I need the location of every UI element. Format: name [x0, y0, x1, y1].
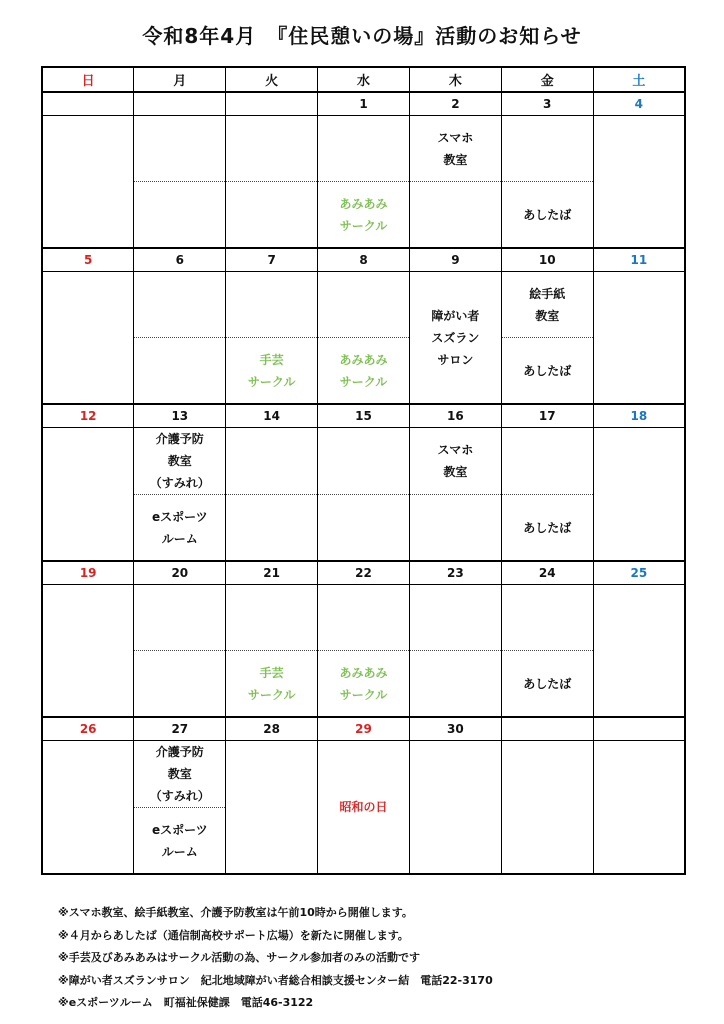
activity-row-top [42, 428, 685, 495]
date-cell: 18 [593, 404, 685, 428]
activity-cell [409, 428, 501, 495]
activity-cell [226, 495, 318, 562]
date-row [42, 92, 685, 116]
activity-cell [501, 272, 593, 338]
activity-cell [501, 808, 593, 875]
activity-cell [593, 651, 685, 718]
activity-label: あしたば [523, 520, 572, 535]
activity-cell [318, 651, 410, 718]
activity-cell [42, 182, 134, 249]
activity-cell [409, 116, 501, 182]
activity-cell [409, 495, 501, 562]
activity-cell [593, 272, 685, 338]
activity-cell [226, 585, 318, 651]
activity-cell [593, 116, 685, 182]
activity-label: eスポーツ ルーム [151, 822, 208, 859]
activity-cell [134, 808, 226, 875]
activity-cell [501, 116, 593, 182]
activity-label: eスポーツ ルーム [151, 509, 208, 546]
activity-row-top [42, 741, 685, 808]
activity-cell [42, 338, 134, 405]
activity-label: 絵手紙 教室 [529, 286, 566, 323]
weekday-sun: 日 [42, 67, 134, 92]
activity-row-bottom [42, 495, 685, 562]
date-cell: 29 [318, 717, 410, 741]
activity-label: スマホ 教室 [437, 443, 474, 479]
weekday-mon: 月 [134, 67, 226, 92]
activity-cell [409, 741, 501, 808]
activity-cell [318, 428, 410, 495]
activity-cell [409, 182, 501, 249]
activity-row-bottom [42, 651, 685, 718]
weekday-wed: 水 [318, 67, 410, 92]
date-cell: 5 [42, 248, 134, 272]
activity-cell [226, 651, 318, 718]
date-cell [501, 717, 593, 741]
activity-row-bottom [42, 338, 685, 405]
activity-cell [226, 182, 318, 249]
activity-label: あしたば [523, 676, 572, 691]
activity-cell [501, 182, 593, 249]
date-cell: 23 [409, 561, 501, 585]
note-line: ※４月からあしたば（通信制高校サポート広場）を新たに開催します。 [58, 928, 409, 942]
activity-cell [134, 182, 226, 249]
date-cell: 12 [42, 404, 134, 428]
activity-label: あみあみ サークル [339, 196, 388, 233]
page-title: 令和8年4月 『住民憩いの場』活動のお知らせ [142, 24, 582, 48]
weekday-fri: 金 [501, 67, 593, 92]
activity-cell [501, 741, 593, 808]
activity-cell [134, 428, 226, 495]
date-row [42, 561, 685, 585]
date-cell: 13 [134, 404, 226, 428]
activity-cell [42, 741, 134, 808]
activity-cell [318, 272, 410, 338]
activity-label: あしたば [523, 363, 572, 378]
activity-label: あみあみ サークル [339, 352, 388, 389]
note-line: ※eスポーツルーム 町福祉保健課 電話46-3122 [58, 996, 314, 1009]
activity-cell [42, 428, 134, 495]
date-cell: 10 [501, 248, 593, 272]
activity-cell [226, 741, 318, 808]
holiday-label: 昭和の日 [339, 800, 388, 814]
activity-label: 介護予防 教室 （すみれ） [149, 745, 210, 803]
activity-cell [134, 585, 226, 651]
date-row [42, 717, 685, 741]
activity-cell [318, 116, 410, 182]
date-cell: 7 [226, 248, 318, 272]
activity-cell [42, 651, 134, 718]
date-cell: 3 [501, 92, 593, 116]
activity-label: 手芸 サークル [247, 352, 296, 389]
activity-cell [318, 338, 410, 405]
date-cell [42, 92, 134, 116]
holiday-cell [318, 741, 410, 875]
date-cell: 19 [42, 561, 134, 585]
activity-cell [134, 495, 226, 562]
activity-cell [226, 116, 318, 182]
date-cell: 8 [318, 248, 410, 272]
date-cell: 14 [226, 404, 318, 428]
activity-cell [501, 651, 593, 718]
activity-cell [226, 272, 318, 338]
activity-cell [593, 338, 685, 405]
activity-label: あしたば [523, 207, 572, 222]
date-cell: 9 [409, 248, 501, 272]
weekday-thu: 木 [409, 67, 501, 92]
activity-cell [501, 338, 593, 405]
note-line: ※スマホ教室、絵手紙教室、介護予防教室は午前10時から開催します。 [58, 906, 413, 919]
date-row [42, 248, 685, 272]
activity-label: あみあみ サークル [339, 665, 388, 702]
note-line: ※障がい者スズランサロン 紀北地域障がい者総合相談支援センター結 電話22-3170 [58, 973, 493, 987]
date-cell: 15 [318, 404, 410, 428]
activity-cell [42, 808, 134, 875]
activity-cell [409, 651, 501, 718]
activity-cell [593, 428, 685, 495]
activity-cell [593, 182, 685, 249]
date-cell: 24 [501, 561, 593, 585]
activity-cell [409, 585, 501, 651]
activity-cell [134, 272, 226, 338]
date-cell: 30 [409, 717, 501, 741]
date-cell: 25 [593, 561, 685, 585]
activity-label: スマホ 教室 [437, 130, 474, 167]
activity-cell [501, 495, 593, 562]
activity-row-top [42, 272, 685, 338]
activity-cell [134, 741, 226, 808]
date-cell: 16 [409, 404, 501, 428]
activity-cell [409, 272, 501, 405]
activity-label: 障がい者 スズラン サロン [431, 308, 480, 367]
activity-label: 手芸 サークル [247, 665, 296, 702]
date-cell: 22 [318, 561, 410, 585]
calendar-table [41, 66, 686, 875]
activity-row-top [42, 585, 685, 651]
date-cell: 27 [134, 717, 226, 741]
weekday-sat: 土 [593, 67, 685, 92]
date-cell: 28 [226, 717, 318, 741]
activity-cell [134, 338, 226, 405]
activity-cell [318, 495, 410, 562]
activity-cell [42, 585, 134, 651]
activity-cell [134, 651, 226, 718]
date-cell: 6 [134, 248, 226, 272]
activity-cell [318, 182, 410, 249]
note-line: ※手芸及びあみあみはサークル活動の為、サークル参加者のみの活動です [58, 951, 421, 964]
activity-cell [501, 585, 593, 651]
date-cell: 21 [226, 561, 318, 585]
activity-cell [42, 116, 134, 182]
activity-cell [42, 495, 134, 562]
date-row [42, 404, 685, 428]
date-cell: 26 [42, 717, 134, 741]
activity-cell [501, 428, 593, 495]
date-cell: 11 [593, 248, 685, 272]
date-cell: 2 [409, 92, 501, 116]
activity-cell [593, 585, 685, 651]
date-cell [226, 92, 318, 116]
date-cell [593, 717, 685, 741]
activity-cell [226, 428, 318, 495]
date-cell: 20 [134, 561, 226, 585]
activity-cell [593, 808, 685, 875]
activity-cell [226, 808, 318, 875]
activity-row-top [42, 116, 685, 182]
notes-section [58, 902, 698, 1015]
activity-cell [409, 808, 501, 875]
activity-cell [226, 338, 318, 405]
weekday-header-row [42, 67, 685, 92]
activity-cell [593, 495, 685, 562]
activity-cell [318, 585, 410, 651]
date-cell: 4 [593, 92, 685, 116]
date-cell: 17 [501, 404, 593, 428]
weekday-tue: 火 [226, 67, 318, 92]
date-cell: 1 [318, 92, 410, 116]
activity-cell [134, 116, 226, 182]
activity-row-bottom [42, 182, 685, 249]
activity-cell [593, 741, 685, 808]
activity-label: 介護予防 教室 （すみれ） [149, 432, 210, 490]
activity-cell [42, 272, 134, 338]
date-cell [134, 92, 226, 116]
